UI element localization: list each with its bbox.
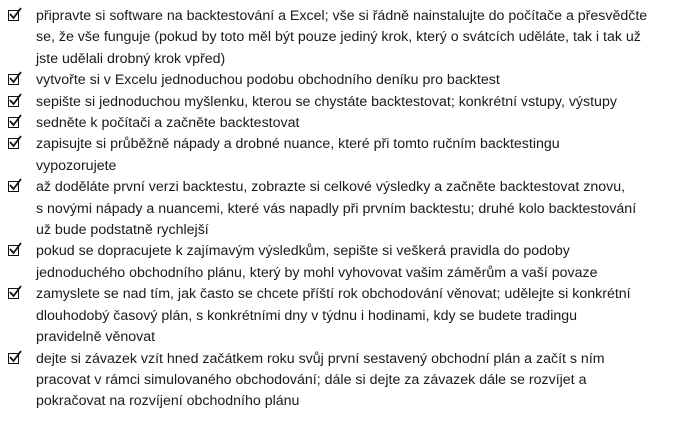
- item-text-line: pravidelně věnovat: [36, 329, 156, 346]
- item-text-line: se, že vše funguje (pokud by toto měl být pouze jediný krok, který o svátcích uděláte, tak i tak už: [36, 29, 641, 46]
- item-text-line: zapisujte si průběžně nápady a drobné nuance, které při tomto ručním backtestingu: [36, 136, 560, 153]
- item-text-line: dlouhodobý časový plán, s konkrétními dny v týdnu i hodinami, kdy se budete tradingu: [36, 307, 578, 324]
- item-text-line: zamyslete se nad tím, jak často se chcete příští rok obchodování věnovat; udělejte si konkrétní: [36, 286, 631, 303]
- list-item: [0, 284, 699, 348]
- checked-box-icon: [8, 245, 19, 256]
- item-text-line: pracovat v rámci simulovaného obchodování; dále si dejte za závazek dále se rozvíjet a: [36, 371, 587, 388]
- list-item: [0, 177, 699, 241]
- list-item: [0, 70, 699, 91]
- item-text-line: pokud se dopracujete k zajímavým výsledkům, sepište si veškerá pravidla do podoby: [36, 243, 570, 260]
- list-item: [0, 134, 699, 177]
- list-item: [0, 6, 699, 70]
- item-text-line: sepište si jednoduchou myšlenku, kterou se chystáte backtestovat; konkrétní vstupy, výstupy: [36, 93, 617, 110]
- checked-box-icon: [8, 353, 19, 364]
- item-text-line: vytvořte si v Excelu jednoduchou podobu obchodního deníku pro backtest: [36, 72, 500, 89]
- checked-box-icon: [8, 74, 19, 85]
- list-item: [0, 241, 699, 284]
- item-text-line: s novými nápady a nuancemi, které vás napadly při prvním backtestu; druhé kolo backtestování: [36, 200, 637, 217]
- checked-box-icon: [8, 181, 19, 192]
- item-text-line: jste udělali drobný krok vpřed): [36, 50, 226, 67]
- checklist: [0, 6, 699, 413]
- list-item: [0, 113, 699, 134]
- item-text-line: připravte si software na backtestování a Excel; vše si řádně nainstalujte do počítače a přesvědčte: [36, 8, 648, 24]
- item-text-line: dejte si závazek vzít hned začátkem roku svůj první sestavený obchodní plán a začít s ním: [36, 350, 605, 367]
- item-text-line: pokračovat na rozvíjení obchodního plánu: [36, 393, 300, 410]
- checked-box-icon: [8, 10, 19, 21]
- checked-box-icon: [8, 117, 19, 128]
- item-text-line: jednoduchého obchodního plánu, který by mohl vyhovovat vašim záměrům a vaší povaze: [36, 264, 598, 281]
- list-item: [0, 92, 699, 113]
- checked-box-icon: [8, 138, 19, 149]
- item-text-line: vypozorujete: [36, 157, 117, 174]
- checked-box-icon: [8, 96, 19, 107]
- checked-box-icon: [8, 288, 19, 299]
- item-text-line: už bude podstatně rychlejší: [36, 222, 209, 239]
- item-text-line: až doděláte první verzi backtestu, zobrazte si celkové výsledky a začněte backtestovat znovu,: [36, 179, 626, 196]
- item-text-line: sedněte k počítači a začněte backtestovat: [36, 115, 300, 132]
- list-item: [0, 349, 699, 413]
